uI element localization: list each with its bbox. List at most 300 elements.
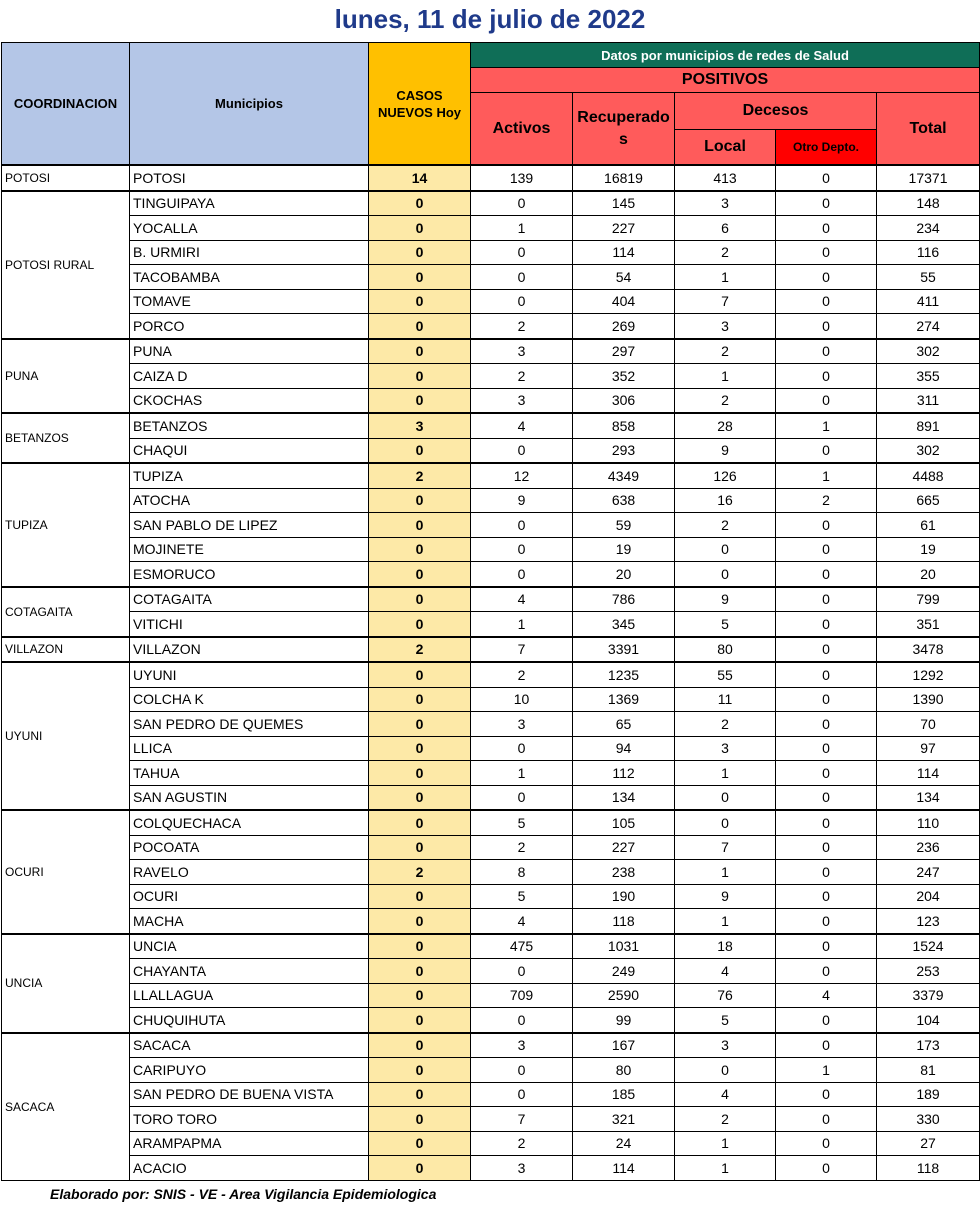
new-cases-cell: 0: [369, 562, 471, 587]
new-cases-cell: 0: [369, 687, 471, 712]
municipio-cell: TACOBAMBA: [130, 265, 369, 290]
municipio-cell: CARIPUYO: [130, 1058, 369, 1083]
new-cases-cell: 0: [369, 191, 471, 216]
activos-cell: 9: [471, 488, 573, 513]
local-cell: 1: [675, 860, 776, 885]
municipio-cell: VILLAZON: [130, 637, 369, 663]
municipio-cell: CHAYANTA: [130, 959, 369, 984]
local-cell: 6: [675, 216, 776, 241]
new-cases-cell: 14: [369, 165, 471, 191]
new-cases-cell: 0: [369, 785, 471, 810]
activos-cell: 0: [471, 191, 573, 216]
recuperados-cell: 99: [573, 1008, 675, 1033]
new-cases-cell: 0: [369, 537, 471, 562]
municipio-cell: VITICHI: [130, 612, 369, 637]
activos-cell: 2: [471, 314, 573, 339]
recuperados-cell: 16819: [573, 165, 675, 191]
activos-cell: 4: [471, 909, 573, 934]
coordinacion-cell: POTOSI: [2, 165, 130, 191]
local-cell: 3: [675, 736, 776, 761]
header-positivos: POSITIVOS: [471, 68, 980, 93]
new-cases-cell: 0: [369, 488, 471, 513]
header-coordinacion: COORDINACION: [2, 43, 130, 166]
local-cell: 55: [675, 662, 776, 687]
otro-depto-cell: 0: [776, 289, 877, 314]
municipio-cell: SAN PEDRO DE BUENA VISTA: [130, 1082, 369, 1107]
otro-depto-cell: 0: [776, 1008, 877, 1033]
total-cell: 148: [877, 191, 980, 216]
activos-cell: 2: [471, 1131, 573, 1156]
otro-depto-cell: 0: [776, 785, 877, 810]
recuperados-cell: 4349: [573, 463, 675, 488]
municipio-cell: COLCHA K: [130, 687, 369, 712]
local-cell: 4: [675, 959, 776, 984]
recuperados-cell: 145: [573, 191, 675, 216]
total-cell: 173: [877, 1033, 980, 1058]
otro-depto-cell: 0: [776, 1156, 877, 1181]
local-cell: 80: [675, 637, 776, 663]
municipio-cell: COTAGAITA: [130, 587, 369, 612]
new-cases-cell: 0: [369, 289, 471, 314]
new-cases-cell: 0: [369, 934, 471, 959]
total-cell: 253: [877, 959, 980, 984]
otro-depto-cell: 0: [776, 587, 877, 612]
total-cell: 20: [877, 562, 980, 587]
municipio-cell: MOJINETE: [130, 537, 369, 562]
local-cell: 1: [675, 909, 776, 934]
header-otro-depto: Otro Depto.: [776, 130, 877, 166]
coordinacion-cell: OCURI: [2, 810, 130, 934]
activos-cell: 0: [471, 537, 573, 562]
table-row: [2, 537, 980, 562]
activos-cell: 139: [471, 165, 573, 191]
table-row: [2, 1131, 980, 1156]
local-cell: 0: [675, 537, 776, 562]
recuperados-cell: 114: [573, 1156, 675, 1181]
new-cases-cell: 0: [369, 587, 471, 612]
otro-depto-cell: 0: [776, 537, 877, 562]
municipio-cell: RAVELO: [130, 860, 369, 885]
local-cell: 76: [675, 983, 776, 1008]
activos-cell: 2: [471, 662, 573, 687]
recuperados-cell: 20: [573, 562, 675, 587]
header-recuperados: Recuperados: [573, 93, 675, 166]
activos-cell: 475: [471, 934, 573, 959]
local-cell: 0: [675, 562, 776, 587]
total-cell: 351: [877, 612, 980, 637]
activos-cell: 7: [471, 637, 573, 663]
otro-depto-cell: 2: [776, 488, 877, 513]
otro-depto-cell: 0: [776, 662, 877, 687]
activos-cell: 0: [471, 1082, 573, 1107]
new-cases-cell: 0: [369, 1082, 471, 1107]
otro-depto-cell: 0: [776, 934, 877, 959]
local-cell: 2: [675, 513, 776, 538]
otro-depto-cell: 0: [776, 265, 877, 290]
new-cases-cell: 0: [369, 1131, 471, 1156]
municipio-cell: B. URMIRI: [130, 240, 369, 265]
otro-depto-cell: 0: [776, 364, 877, 389]
activos-cell: 3: [471, 388, 573, 413]
new-cases-cell: 2: [369, 860, 471, 885]
municipio-cell: SAN PABLO DE LIPEZ: [130, 513, 369, 538]
local-cell: 1: [675, 265, 776, 290]
table-row: [2, 934, 980, 959]
municipio-cell: YOCALLA: [130, 216, 369, 241]
coordinacion-cell: COTAGAITA: [2, 587, 130, 637]
total-cell: 1292: [877, 662, 980, 687]
municipio-cell: ATOCHA: [130, 488, 369, 513]
total-cell: 236: [877, 835, 980, 860]
local-cell: 16: [675, 488, 776, 513]
activos-cell: 10: [471, 687, 573, 712]
total-cell: 55: [877, 265, 980, 290]
new-cases-cell: 0: [369, 513, 471, 538]
municipio-cell: CHUQUIHUTA: [130, 1008, 369, 1033]
activos-cell: 5: [471, 884, 573, 909]
municipio-cell: SACACA: [130, 1033, 369, 1058]
activos-cell: 3: [471, 712, 573, 737]
recuperados-cell: 105: [573, 810, 675, 835]
otro-depto-cell: 0: [776, 810, 877, 835]
local-cell: 11: [675, 687, 776, 712]
recuperados-cell: 134: [573, 785, 675, 810]
header-datos: Datos por municipios de redes de Salud: [471, 43, 980, 68]
header-casos-nuevos: CASOS NUEVOS Hoy: [369, 43, 471, 166]
municipio-cell: LLALLAGUA: [130, 983, 369, 1008]
table-row: [2, 884, 980, 909]
header-municipios: Municipios: [130, 43, 369, 166]
footer-credit: Elaborado por: SNIS - VE - Area Vigilancia Epidemiologica: [50, 1186, 437, 1202]
municipio-cell: SAN PEDRO DE QUEMES: [130, 712, 369, 737]
activos-cell: 0: [471, 265, 573, 290]
total-cell: 118: [877, 1156, 980, 1181]
municipio-cell: TOMAVE: [130, 289, 369, 314]
table-row: [2, 240, 980, 265]
new-cases-cell: 0: [369, 761, 471, 786]
activos-cell: 0: [471, 438, 573, 463]
total-cell: 110: [877, 810, 980, 835]
table-row: [2, 413, 980, 438]
total-cell: 302: [877, 339, 980, 364]
municipio-cell: OCURI: [130, 884, 369, 909]
total-cell: 3478: [877, 637, 980, 663]
new-cases-cell: 0: [369, 909, 471, 934]
header-activos: Activos: [471, 93, 573, 166]
otro-depto-cell: 0: [776, 637, 877, 663]
coordinacion-cell: UYUNI: [2, 662, 130, 810]
recuperados-cell: 269: [573, 314, 675, 339]
otro-depto-cell: 0: [776, 909, 877, 934]
table-row: [2, 265, 980, 290]
recuperados-cell: 54: [573, 265, 675, 290]
municipio-cell: PORCO: [130, 314, 369, 339]
table-row: [2, 909, 980, 934]
new-cases-cell: 0: [369, 1107, 471, 1132]
total-cell: 411: [877, 289, 980, 314]
new-cases-cell: 0: [369, 884, 471, 909]
new-cases-cell: 0: [369, 959, 471, 984]
local-cell: 2: [675, 1107, 776, 1132]
coordinacion-cell: UNCIA: [2, 934, 130, 1033]
total-cell: 27: [877, 1131, 980, 1156]
recuperados-cell: 786: [573, 587, 675, 612]
municipio-cell: MACHA: [130, 909, 369, 934]
otro-depto-cell: 0: [776, 1107, 877, 1132]
new-cases-cell: 0: [369, 1008, 471, 1033]
activos-cell: 0: [471, 736, 573, 761]
total-cell: 355: [877, 364, 980, 389]
otro-depto-cell: 0: [776, 1131, 877, 1156]
table-row: [2, 612, 980, 637]
table-row: [2, 860, 980, 885]
recuperados-cell: 404: [573, 289, 675, 314]
table-row: [2, 1156, 980, 1181]
new-cases-cell: 0: [369, 712, 471, 737]
local-cell: 28: [675, 413, 776, 438]
new-cases-cell: 0: [369, 364, 471, 389]
activos-cell: 0: [471, 1008, 573, 1033]
new-cases-cell: 0: [369, 240, 471, 265]
otro-depto-cell: 0: [776, 562, 877, 587]
municipio-cell: TUPIZA: [130, 463, 369, 488]
activos-cell: 4: [471, 413, 573, 438]
total-cell: 311: [877, 388, 980, 413]
otro-depto-cell: 0: [776, 835, 877, 860]
local-cell: 2: [675, 240, 776, 265]
new-cases-cell: 3: [369, 413, 471, 438]
coordinacion-cell: SACACA: [2, 1033, 130, 1181]
total-cell: 97: [877, 736, 980, 761]
recuperados-cell: 114: [573, 240, 675, 265]
activos-cell: 3: [471, 339, 573, 364]
otro-depto-cell: 1: [776, 1058, 877, 1083]
activos-cell: 2: [471, 835, 573, 860]
table-row: [2, 488, 980, 513]
recuperados-cell: 19: [573, 537, 675, 562]
table-row: [2, 562, 980, 587]
recuperados-cell: 3391: [573, 637, 675, 663]
activos-cell: 1: [471, 761, 573, 786]
table-row: [2, 712, 980, 737]
recuperados-cell: 1369: [573, 687, 675, 712]
coordinacion-cell: VILLAZON: [2, 637, 130, 663]
municipio-cell: BETANZOS: [130, 413, 369, 438]
total-cell: 189: [877, 1082, 980, 1107]
local-cell: 1: [675, 1131, 776, 1156]
coordinacion-cell: PUNA: [2, 339, 130, 414]
total-cell: 234: [877, 216, 980, 241]
total-cell: 274: [877, 314, 980, 339]
activos-cell: 0: [471, 1058, 573, 1083]
activos-cell: 0: [471, 513, 573, 538]
table-row: [2, 835, 980, 860]
activos-cell: 0: [471, 785, 573, 810]
recuperados-cell: 190: [573, 884, 675, 909]
otro-depto-cell: 0: [776, 687, 877, 712]
local-cell: 1: [675, 364, 776, 389]
table-row: [2, 959, 980, 984]
total-cell: 17371: [877, 165, 980, 191]
local-cell: 413: [675, 165, 776, 191]
municipio-cell: ACACIO: [130, 1156, 369, 1181]
activos-cell: 1: [471, 612, 573, 637]
total-cell: 3379: [877, 983, 980, 1008]
local-cell: 3: [675, 1033, 776, 1058]
new-cases-cell: 0: [369, 388, 471, 413]
table-row: [2, 1008, 980, 1033]
table-row: [2, 1033, 980, 1058]
recuperados-cell: 112: [573, 761, 675, 786]
municipio-cell: CAIZA D: [130, 364, 369, 389]
total-cell: 19: [877, 537, 980, 562]
otro-depto-cell: 0: [776, 165, 877, 191]
local-cell: 2: [675, 388, 776, 413]
table-row: [2, 1107, 980, 1132]
table-row: [2, 761, 980, 786]
otro-depto-cell: 0: [776, 712, 877, 737]
otro-depto-cell: 0: [776, 513, 877, 538]
activos-cell: 8: [471, 860, 573, 885]
new-cases-cell: 0: [369, 1033, 471, 1058]
local-cell: 2: [675, 339, 776, 364]
new-cases-cell: 0: [369, 810, 471, 835]
otro-depto-cell: 0: [776, 388, 877, 413]
coordinacion-cell: POTOSI RURAL: [2, 191, 130, 339]
activos-cell: 5: [471, 810, 573, 835]
cases-table: [1, 42, 980, 1181]
municipio-cell: TINGUIPAYA: [130, 191, 369, 216]
table-row: [2, 785, 980, 810]
recuperados-cell: 293: [573, 438, 675, 463]
new-cases-cell: 0: [369, 835, 471, 860]
activos-cell: 0: [471, 959, 573, 984]
recuperados-cell: 118: [573, 909, 675, 934]
total-cell: 81: [877, 1058, 980, 1083]
recuperados-cell: 249: [573, 959, 675, 984]
recuperados-cell: 306: [573, 388, 675, 413]
new-cases-cell: 0: [369, 216, 471, 241]
new-cases-cell: 0: [369, 339, 471, 364]
otro-depto-cell: 0: [776, 736, 877, 761]
table-row: [2, 364, 980, 389]
table-row: [2, 289, 980, 314]
new-cases-cell: 0: [369, 612, 471, 637]
table-row: [2, 513, 980, 538]
recuperados-cell: 59: [573, 513, 675, 538]
total-cell: 247: [877, 860, 980, 885]
local-cell: 5: [675, 612, 776, 637]
table-row: [2, 637, 980, 663]
new-cases-cell: 0: [369, 1058, 471, 1083]
local-cell: 1: [675, 1156, 776, 1181]
table-row: [2, 662, 980, 687]
recuperados-cell: 65: [573, 712, 675, 737]
activos-cell: 0: [471, 562, 573, 587]
local-cell: 9: [675, 587, 776, 612]
local-cell: 7: [675, 835, 776, 860]
recuperados-cell: 2590: [573, 983, 675, 1008]
table-row: [2, 1058, 980, 1083]
municipio-cell: POCOATA: [130, 835, 369, 860]
table-row: [2, 587, 980, 612]
activos-cell: 709: [471, 983, 573, 1008]
total-cell: 891: [877, 413, 980, 438]
new-cases-cell: 0: [369, 265, 471, 290]
local-cell: 7: [675, 289, 776, 314]
local-cell: 3: [675, 191, 776, 216]
table-row: [2, 216, 980, 241]
otro-depto-cell: 0: [776, 761, 877, 786]
recuperados-cell: 345: [573, 612, 675, 637]
recuperados-cell: 167: [573, 1033, 675, 1058]
coordinacion-cell: TUPIZA: [2, 463, 130, 587]
local-cell: 9: [675, 438, 776, 463]
local-cell: 0: [675, 1058, 776, 1083]
new-cases-cell: 0: [369, 314, 471, 339]
total-cell: 799: [877, 587, 980, 612]
otro-depto-cell: 0: [776, 959, 877, 984]
recuperados-cell: 858: [573, 413, 675, 438]
activos-cell: 4: [471, 587, 573, 612]
total-cell: 1390: [877, 687, 980, 712]
total-cell: 4488: [877, 463, 980, 488]
activos-cell: 3: [471, 1156, 573, 1181]
local-cell: 9: [675, 884, 776, 909]
new-cases-cell: 0: [369, 662, 471, 687]
otro-depto-cell: 0: [776, 860, 877, 885]
municipio-cell: LLICA: [130, 736, 369, 761]
new-cases-cell: 0: [369, 983, 471, 1008]
activos-cell: 3: [471, 1033, 573, 1058]
table-row: [2, 736, 980, 761]
page-title: lunes, 11 de julio de 2022: [334, 4, 646, 34]
total-cell: 116: [877, 240, 980, 265]
table-row: [2, 983, 980, 1008]
local-cell: 1: [675, 761, 776, 786]
municipio-cell: COLQUECHACA: [130, 810, 369, 835]
total-cell: 104: [877, 1008, 980, 1033]
activos-cell: 0: [471, 289, 573, 314]
table-row: [2, 339, 980, 364]
otro-depto-cell: 0: [776, 612, 877, 637]
otro-depto-cell: 0: [776, 216, 877, 241]
table-row: [2, 687, 980, 712]
header-local: Local: [675, 130, 776, 166]
total-cell: 302: [877, 438, 980, 463]
local-cell: 3: [675, 314, 776, 339]
new-cases-cell: 0: [369, 1156, 471, 1181]
recuperados-cell: 238: [573, 860, 675, 885]
otro-depto-cell: 0: [776, 240, 877, 265]
otro-depto-cell: 1: [776, 413, 877, 438]
activos-cell: 7: [471, 1107, 573, 1132]
recuperados-cell: 638: [573, 488, 675, 513]
activos-cell: 2: [471, 364, 573, 389]
otro-depto-cell: 0: [776, 1033, 877, 1058]
header-total: Total: [877, 93, 980, 166]
recuperados-cell: 227: [573, 216, 675, 241]
municipio-cell: CKOCHAS: [130, 388, 369, 413]
municipio-cell: SAN AGUSTIN: [130, 785, 369, 810]
recuperados-cell: 352: [573, 364, 675, 389]
header-decesos: Decesos: [675, 93, 877, 130]
recuperados-cell: 185: [573, 1082, 675, 1107]
new-cases-cell: 0: [369, 736, 471, 761]
otro-depto-cell: 0: [776, 1082, 877, 1107]
table-row: [2, 191, 980, 216]
total-cell: 61: [877, 513, 980, 538]
